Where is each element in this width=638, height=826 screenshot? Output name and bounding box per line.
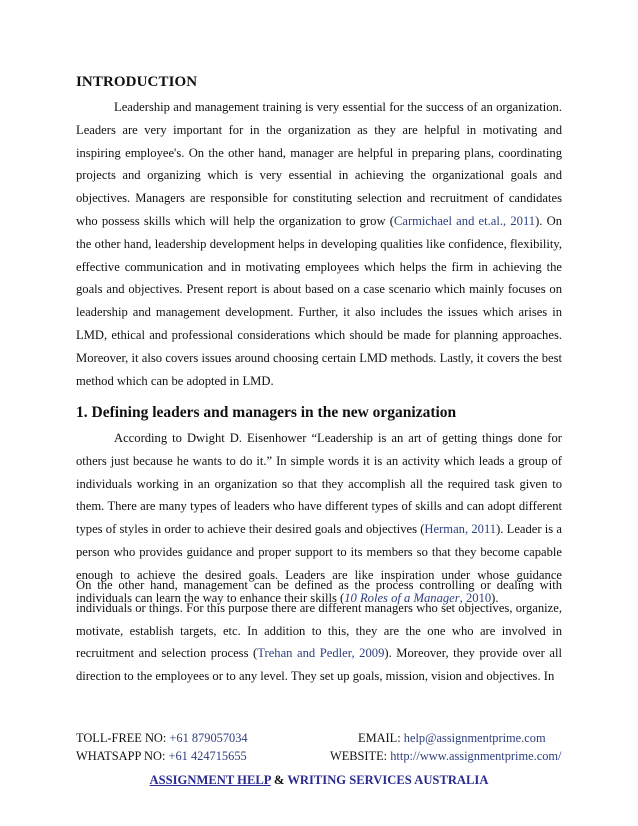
- citation-carmichael: Carmichael and et.al., 2011: [393, 213, 536, 228]
- intro-heading: INTRODUCTION: [76, 74, 198, 90]
- website-link[interactable]: http://www.assignmentprime.com/: [390, 749, 562, 763]
- s1-text-c: ).: [491, 590, 499, 605]
- tollfree: [76, 731, 248, 745]
- intro-text-b: ). On the other hand, leadership development helps in developing qualities like confidence, flexibility, effective communication and in motivating employees which helps the firm in achieving the goals and objectives. Present report is about based on a case scenario which mainly focuses on leadership and management development. Further, it also includes the issues which arises in LMD, ethical and professional considerations which should be made for planning approaches. Moreover, it also covers issues around choosing certain LMD methods. Lastly, it covers the best method which can be adopted in LMD.: [76, 213, 562, 388]
- tollfree-number[interactable]: +61 879057034: [169, 731, 248, 745]
- brand-link[interactable]: ASSIGNMENT HELP: [149, 773, 271, 787]
- citation-10-roles-title: 10 Roles of a Manager: [344, 590, 460, 605]
- website: [330, 749, 562, 764]
- s1p2-text-b: ). Moreover, they provide over all direction to the employees or to any level. They set up goals, mission, vision and objectives. In: [76, 646, 562, 684]
- footer-line-2: [76, 749, 563, 764]
- brand-ampersand: &: [270, 773, 288, 787]
- s1p2-text-a: On the other hand, management can be defined as the process controlling or dealing with individuals or things. For this purpose there are different managers who set objectives, organize, motivate, establish targets, etc. In addition to this, they are the one who are involved in recruitment and selection process (: [76, 578, 562, 661]
- intro-paragraph: [76, 96, 562, 392]
- footer-line-1: [76, 731, 563, 746]
- website-label: WEBSITE:: [330, 749, 391, 763]
- section-1-paragraph-2: [76, 574, 562, 688]
- section-1-heading: 1. Defining leaders and managers in the new organization: [76, 404, 457, 421]
- whatsapp-label: WHATSAPP NO:: [76, 749, 169, 763]
- email-label: EMAIL:: [358, 731, 404, 745]
- email-link[interactable]: help@assignmentprime.com: [403, 731, 546, 745]
- citation-trehan: Trehan and Pedler, 2009: [257, 646, 385, 661]
- tollfree-label: TOLL-FREE NO:: [76, 731, 170, 745]
- citation-herman: Herman, 2011: [424, 522, 497, 537]
- whatsapp-number[interactable]: +61 424715655: [168, 749, 247, 763]
- s1-text-b: ). Leader is a person who provides guidance and proper support to its members so that they become capable enough to achieve the desired goals. Leaders are like inspiration under whose guidance individuals can learn the way to enhance their skills (: [76, 522, 563, 605]
- footer-brand: [0, 773, 638, 788]
- whatsapp: [76, 749, 247, 763]
- brand-tagline: WRITING SERVICES AUSTRALIA: [287, 773, 489, 787]
- intro-text-a: Leadership and management training is very essential for the success of an organization. Leaders are very important for in the organization as they are helpful in motivating and inspiring employee's. On the other hand, manager are helpful in preparing plans, coordinating projects and organizing which is very essential in achieving the organizational goals and objectives. Managers are responsible for constituting selection and recruitment of candidates who possess skills which will help the organization to grow (: [76, 100, 562, 228]
- s1-text-a: According to Dwight D. Eisenhower “Leadership is an art of getting things done for others just because he wants to do it.” In simple words it is an activity which leads a group of individuals working in an organization so that they accomplish all the required task given to them. There are many types of leaders who have different types of skills and can adopt different types of styles in order to achieve their desired goals and objectives (: [76, 431, 562, 537]
- citation-10-roles-year: , 2010: [459, 590, 492, 605]
- email: [358, 731, 546, 746]
